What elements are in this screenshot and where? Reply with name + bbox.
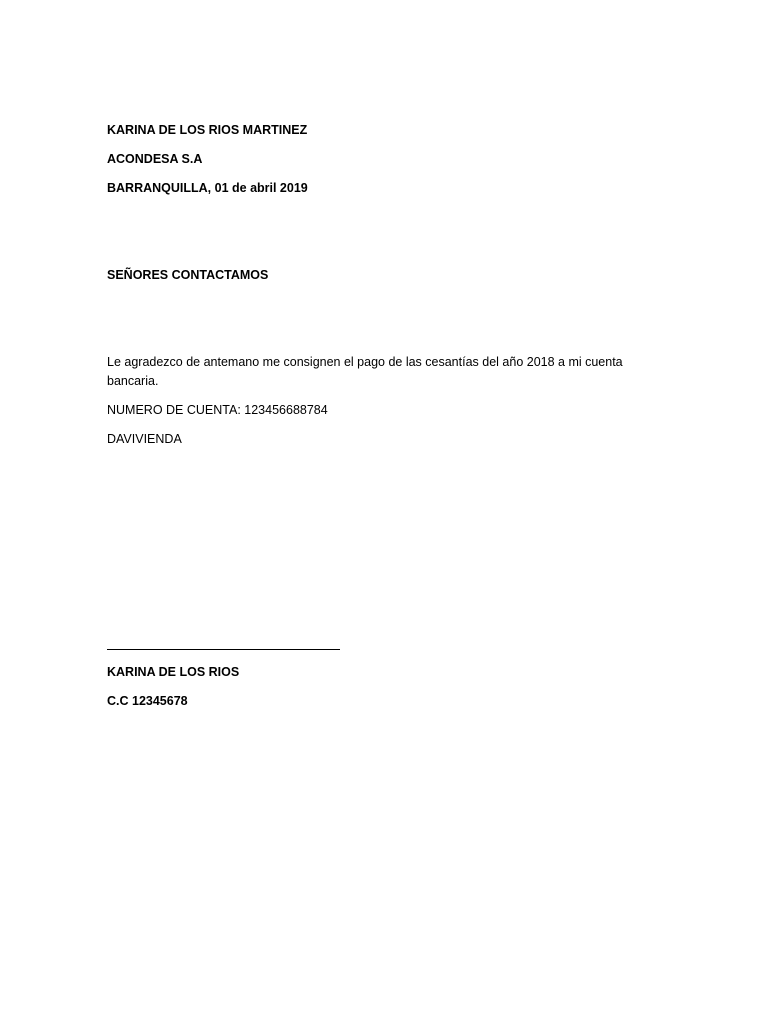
place-date: BARRANQUILLA, 01 de abril 2019: [107, 181, 308, 195]
signature-line: [107, 649, 340, 650]
account-number: NUMERO DE CUENTA: 123456688784: [107, 403, 328, 417]
signatory-id: C.C 12345678: [107, 694, 188, 708]
request-paragraph: Le agradezco de antemano me consignen el pago de las cesantías del año 2018 a mi cuenta bancaria.: [107, 355, 623, 388]
company-name: ACONDESA S.A: [107, 152, 203, 166]
signatory-name: KARINA DE LOS RIOS: [107, 665, 240, 679]
sender-name: KARINA DE LOS RIOS MARTINEZ: [107, 123, 308, 137]
bank-name: DAVIVIENDA: [107, 432, 182, 446]
recipient-line: SEÑORES CONTACTAMOS: [107, 268, 269, 282]
